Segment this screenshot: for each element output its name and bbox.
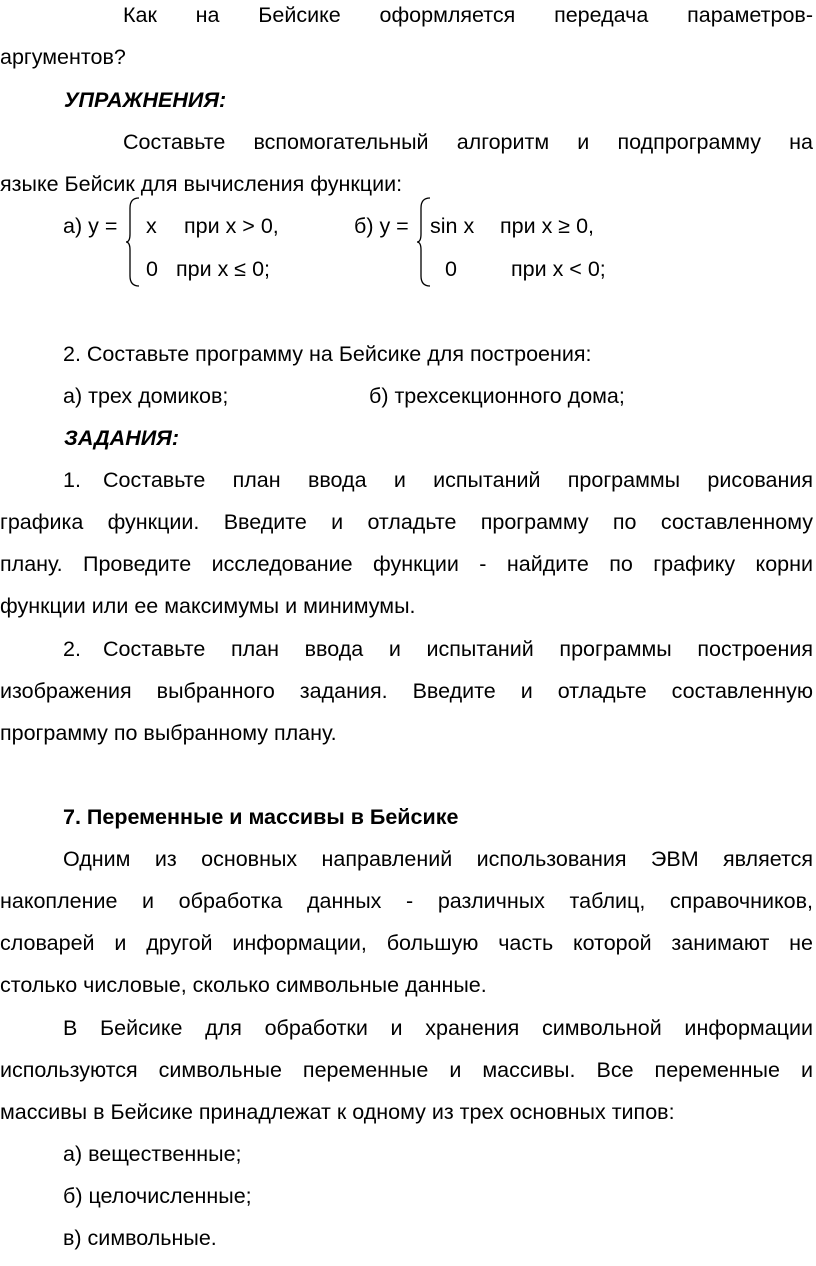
type-list-item-a: а) вещественные; <box>63 1142 242 1166</box>
brace-a-icon <box>124 196 142 288</box>
function-b-case-2-value: 0 <box>445 257 457 281</box>
intro-line-2: аргументов? <box>0 45 126 69</box>
function-b-label: б) y = <box>354 214 409 238</box>
exercises-heading: УПРАЖНЕНИЯ: <box>64 88 227 112</box>
section-7-heading: 7. Переменные и массивы в Бейсике <box>63 805 459 829</box>
section-7-paragraph-2-line-3: массивы в Бейсике принадлежат к одному из трех основных типов: <box>0 1100 675 1124</box>
function-a-case-1-value: x <box>146 214 157 238</box>
assignment-1-number: 1. <box>63 468 81 492</box>
function-a-case-1-condition: при x > 0, <box>184 214 279 238</box>
section-7-paragraph-1-line-1: Одним из основных направлений использования ЭВМ является <box>63 847 813 871</box>
exercise-2-option-b: б) трехсекционного дома; <box>369 384 625 408</box>
section-7-paragraph-2-line-2: используются символьные переменные и массивы. Все переменные и <box>0 1058 813 1082</box>
assignment-1-line-4: функции или ее максимумы и минимумы. <box>0 594 416 618</box>
type-list-item-b: б) целочисленные; <box>63 1184 252 1208</box>
function-a-case-2-value: 0 <box>146 257 158 281</box>
section-7-paragraph-1-line-2: накопление и обработка данных - различных таблиц, справочников, <box>0 889 813 913</box>
assignment-1-line-1: Составьте план ввода и испытаний программы рисования <box>103 468 813 492</box>
section-7-paragraph-1-line-4: столько числовые, сколько символьные данные. <box>0 973 487 997</box>
assignment-2-line-3: программу по выбранному плану. <box>0 721 337 745</box>
intro-line-1: Как на Бейсике оформляется передача параметров- <box>123 3 813 27</box>
section-7-paragraph-1-line-3: словарей и другой информации, большую часть которой занимают не <box>0 931 813 955</box>
exercise-2-option-a: а) трех домиков; <box>63 384 229 408</box>
exercise-1-line-2: языке Бейсик для вычисления функции: <box>0 172 403 196</box>
function-a-label: а) y = <box>63 214 118 238</box>
section-7-paragraph-2-line-1: В Бейсике для обработки и хранения символьной информации <box>63 1016 813 1040</box>
function-b-case-1-value: sin x <box>430 214 475 238</box>
exercise-2-title: 2. Составьте программу на Бейсике для построения: <box>63 342 592 366</box>
assignment-2-line-2: изображения выбранного задания. Введите и отладьте составленную <box>0 679 813 703</box>
assignment-1-line-3: плану. Проведите исследование функции - найдите по графику корни <box>0 552 813 576</box>
function-b-case-1-condition: при x ≥ 0, <box>500 214 595 238</box>
assignments-heading: ЗАДАНИЯ: <box>64 426 180 450</box>
assignment-1-line-2: графика функции. Введите и отладьте программу по составленному <box>0 510 813 534</box>
function-b-case-2-condition: при x < 0; <box>511 257 606 281</box>
assignment-2-number: 2. <box>63 637 81 661</box>
function-a-case-2-condition: при x ≤ 0; <box>176 257 271 281</box>
type-list-item-c: в) символьные. <box>63 1226 217 1250</box>
exercise-1-line-1: Составьте вспомогательный алгоритм и подпрограмму на <box>123 130 813 154</box>
assignment-2-line-1: Составьте план ввода и испытаний программы построения <box>103 637 813 661</box>
brace-b-icon <box>415 196 433 288</box>
